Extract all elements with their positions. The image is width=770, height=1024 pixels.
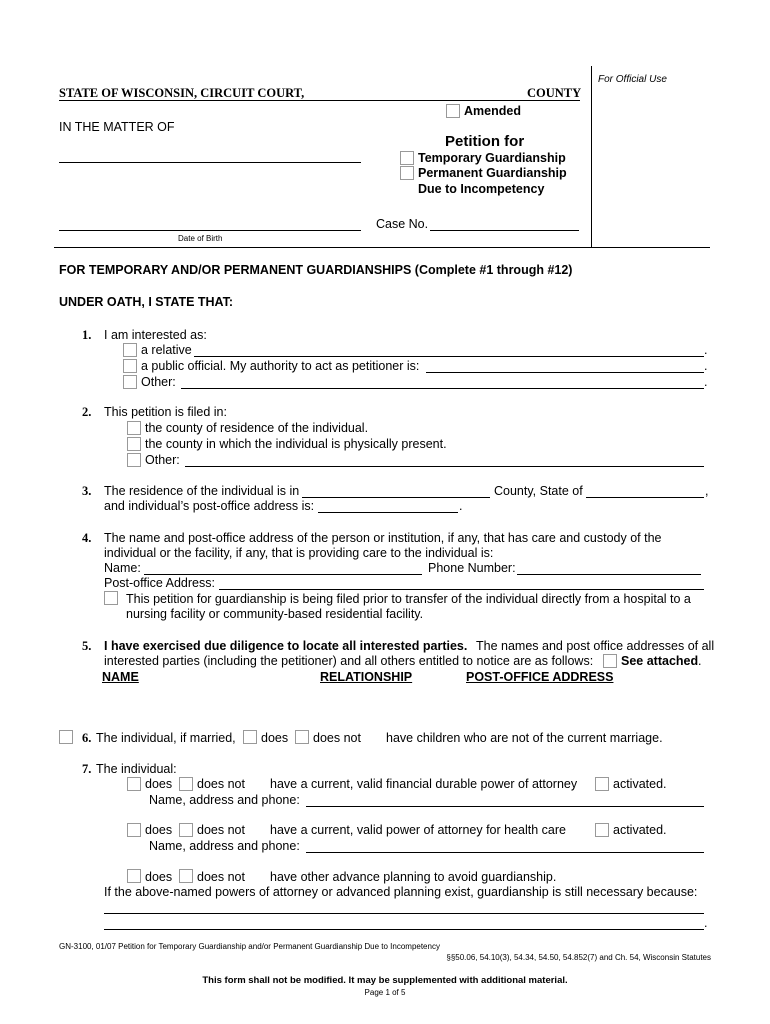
necessary-text: If the above-named powers of attorney or advanced planning exist, guardianship is still necessary because:	[104, 885, 698, 899]
see-attached-period: .	[698, 654, 702, 668]
section-heading: FOR TEMPORARY AND/OR PERMANENT GUARDIANSHIPS (Complete #1 through #12)	[59, 263, 573, 277]
advance-text: have other advance planning to avoid guardianship.	[270, 870, 557, 884]
item4-line1: The name and post-office address of the person or institution, if any, that has care and custody of the	[104, 531, 662, 545]
financial-poa-contact-line[interactable]	[306, 806, 704, 807]
temporary-guardianship-label: Temporary Guardianship	[418, 151, 566, 165]
necessary-line-1[interactable]	[104, 913, 704, 914]
item6-number: 6.	[82, 731, 92, 745]
health-poa-activated-label: activated.	[613, 823, 667, 837]
see-attached-checkbox[interactable]	[603, 654, 617, 668]
page-number: Page 1 of 5	[364, 988, 406, 997]
health-poa-does-checkbox[interactable]	[127, 823, 141, 837]
modification-notice: This form shall not be modified. It may be supplemented with additional material.	[202, 975, 568, 986]
financial-poa-does-label: does	[145, 777, 173, 791]
item1-text: I am interested as:	[104, 328, 207, 342]
other-interest-label: Other:	[141, 375, 176, 389]
oath-heading: UNDER OATH, I STATE THAT:	[59, 295, 234, 309]
other-county-label: Other:	[145, 453, 180, 467]
financial-poa-text: have a current, valid financial durable power of attorney	[270, 777, 578, 791]
health-poa-activated-checkbox[interactable]	[595, 823, 609, 837]
financial-poa-contact-label: Name, address and phone:	[149, 793, 300, 807]
col-name-header: NAME	[102, 670, 139, 684]
health-poa-does-label: does	[145, 823, 173, 837]
transfer-line1: This petition for guardianship is being filed prior to transfer of the individual directly from a hospital to a	[126, 592, 691, 606]
necessary-period: .	[704, 916, 708, 930]
temporary-guardianship-checkbox[interactable]	[400, 151, 414, 165]
due-to-incompetency-label: Due to Incompetency	[418, 182, 545, 196]
form-id: GN-3100, 01/07 Petition for Temporary Guardianship and/or Permanent Guardianship Due to Incompetency	[59, 942, 440, 951]
item6-checkbox[interactable]	[59, 730, 73, 744]
item5-bold-text: I have exercised due diligence to locate all interested parties.	[104, 639, 468, 653]
advance-does-not-checkbox[interactable]	[179, 869, 193, 883]
item4-number: 4.	[82, 531, 92, 545]
health-poa-contact-label: Name, address and phone:	[149, 839, 300, 853]
col-address-header: POST-OFFICE ADDRESS	[466, 670, 614, 684]
other-county-line[interactable]	[185, 466, 704, 467]
financial-poa-does-checkbox[interactable]	[127, 777, 141, 791]
case-no-line[interactable]	[430, 230, 579, 231]
relative-line[interactable]	[194, 356, 704, 357]
residence-state-line[interactable]	[586, 497, 704, 498]
relative-period: .	[704, 343, 708, 357]
care-name-label: Name:	[104, 561, 141, 575]
item5-line2: interested parties (including the petitioner) and all others entitled to notice are as follows:	[104, 654, 594, 668]
other-interest-checkbox[interactable]	[123, 375, 137, 389]
transfer-line2: nursing facility or community-based residential facility.	[126, 607, 424, 621]
county-label: COUNTY	[527, 86, 582, 100]
case-no-label: Case No.	[376, 217, 429, 231]
item1-number: 1.	[82, 328, 92, 342]
residence-county-line[interactable]	[302, 497, 490, 498]
item3-comma: ,	[705, 484, 709, 498]
relative-checkbox[interactable]	[123, 343, 137, 357]
item3-text-a: The residence of the individual is in	[104, 484, 300, 498]
other-interest-line[interactable]	[181, 388, 704, 389]
date-of-birth-line[interactable]	[59, 230, 361, 231]
header-bottom-rule	[54, 247, 710, 248]
amended-label: Amended	[464, 104, 521, 118]
item7-text: The individual:	[96, 762, 177, 776]
item2-text: This petition is filed in:	[104, 405, 227, 419]
county-residence-checkbox[interactable]	[127, 421, 141, 435]
financial-poa-does-not-checkbox[interactable]	[179, 777, 193, 791]
item6-does-label: does	[261, 731, 289, 745]
item6-text: The individual, if married,	[96, 731, 236, 745]
transfer-checkbox[interactable]	[104, 591, 118, 605]
care-address-line[interactable]	[219, 589, 704, 590]
item3-text-c: and individual’s post-office address is:	[104, 499, 315, 513]
financial-poa-activated-label: activated.	[613, 777, 667, 791]
relative-label: a relative	[141, 343, 192, 357]
item5-number: 5.	[82, 639, 92, 653]
public-official-label: a public official. My authority to act as petitioner is:	[141, 359, 420, 373]
advance-does-label: does	[145, 870, 173, 884]
public-official-line[interactable]	[426, 372, 704, 373]
see-attached-label: See attached	[621, 654, 699, 668]
care-name-line[interactable]	[144, 574, 422, 575]
item7-number: 7.	[82, 762, 92, 776]
petition-for-title: Petition for	[445, 133, 525, 150]
official-use-divider	[591, 66, 592, 248]
public-official-checkbox[interactable]	[123, 359, 137, 373]
health-poa-does-not-label: does not	[197, 823, 245, 837]
item6-rest-text: have children who are not of the current marriage.	[386, 731, 663, 745]
care-address-label: Post-office Address:	[104, 576, 215, 590]
item2-number: 2.	[82, 405, 92, 419]
in-the-matter-of-label: IN THE MATTER OF	[59, 120, 175, 134]
county-residence-label: the county of residence of the individual.	[145, 421, 369, 435]
item6-does-not-checkbox[interactable]	[295, 730, 309, 744]
post-office-address-line[interactable]	[318, 512, 458, 513]
col-relationship-header: RELATIONSHIP	[320, 670, 413, 684]
official-use-label: For Official Use	[598, 74, 667, 85]
advance-does-checkbox[interactable]	[127, 869, 141, 883]
item4-line2: individual or the facility, if any, that is providing care to the individual is:	[104, 546, 494, 560]
care-phone-line[interactable]	[517, 574, 701, 575]
permanent-guardianship-label: Permanent Guardianship	[418, 166, 567, 180]
matter-name-line[interactable]	[59, 162, 361, 163]
item3-number: 3.	[82, 484, 92, 498]
public-official-period: .	[704, 359, 708, 373]
item3-period: .	[459, 499, 463, 513]
county-name-line[interactable]	[59, 100, 580, 101]
financial-poa-does-not-label: does not	[197, 777, 245, 791]
court-label: STATE OF WISCONSIN, CIRCUIT COURT,	[59, 86, 305, 100]
care-phone-label: Phone Number:	[428, 561, 516, 575]
county-present-label: the county in which the individual is physically present.	[145, 437, 447, 451]
county-present-checkbox[interactable]	[127, 437, 141, 451]
item6-does-not-label: does not	[313, 731, 361, 745]
item6-does-checkbox[interactable]	[243, 730, 257, 744]
health-poa-contact-line[interactable]	[306, 852, 704, 853]
item5-rest-text: The names and post office addresses of all	[476, 639, 715, 653]
other-interest-period: .	[704, 375, 708, 389]
statutes: §§50.06, 54.10(3), 54.34, 54.50, 54.852(7) and Ch. 54, Wisconsin Statutes	[446, 953, 711, 962]
other-county-checkbox[interactable]	[127, 453, 141, 467]
health-poa-text: have a current, valid power of attorney for health care	[270, 823, 566, 837]
financial-poa-activated-checkbox[interactable]	[595, 777, 609, 791]
health-poa-does-not-checkbox[interactable]	[179, 823, 193, 837]
amended-checkbox[interactable]	[446, 104, 460, 118]
date-of-birth-label: Date of Birth	[178, 234, 223, 243]
advance-does-not-label: does not	[197, 870, 245, 884]
item3-text-b: County, State of	[494, 484, 583, 498]
permanent-guardianship-checkbox[interactable]	[400, 166, 414, 180]
necessary-line-2[interactable]	[104, 929, 704, 930]
